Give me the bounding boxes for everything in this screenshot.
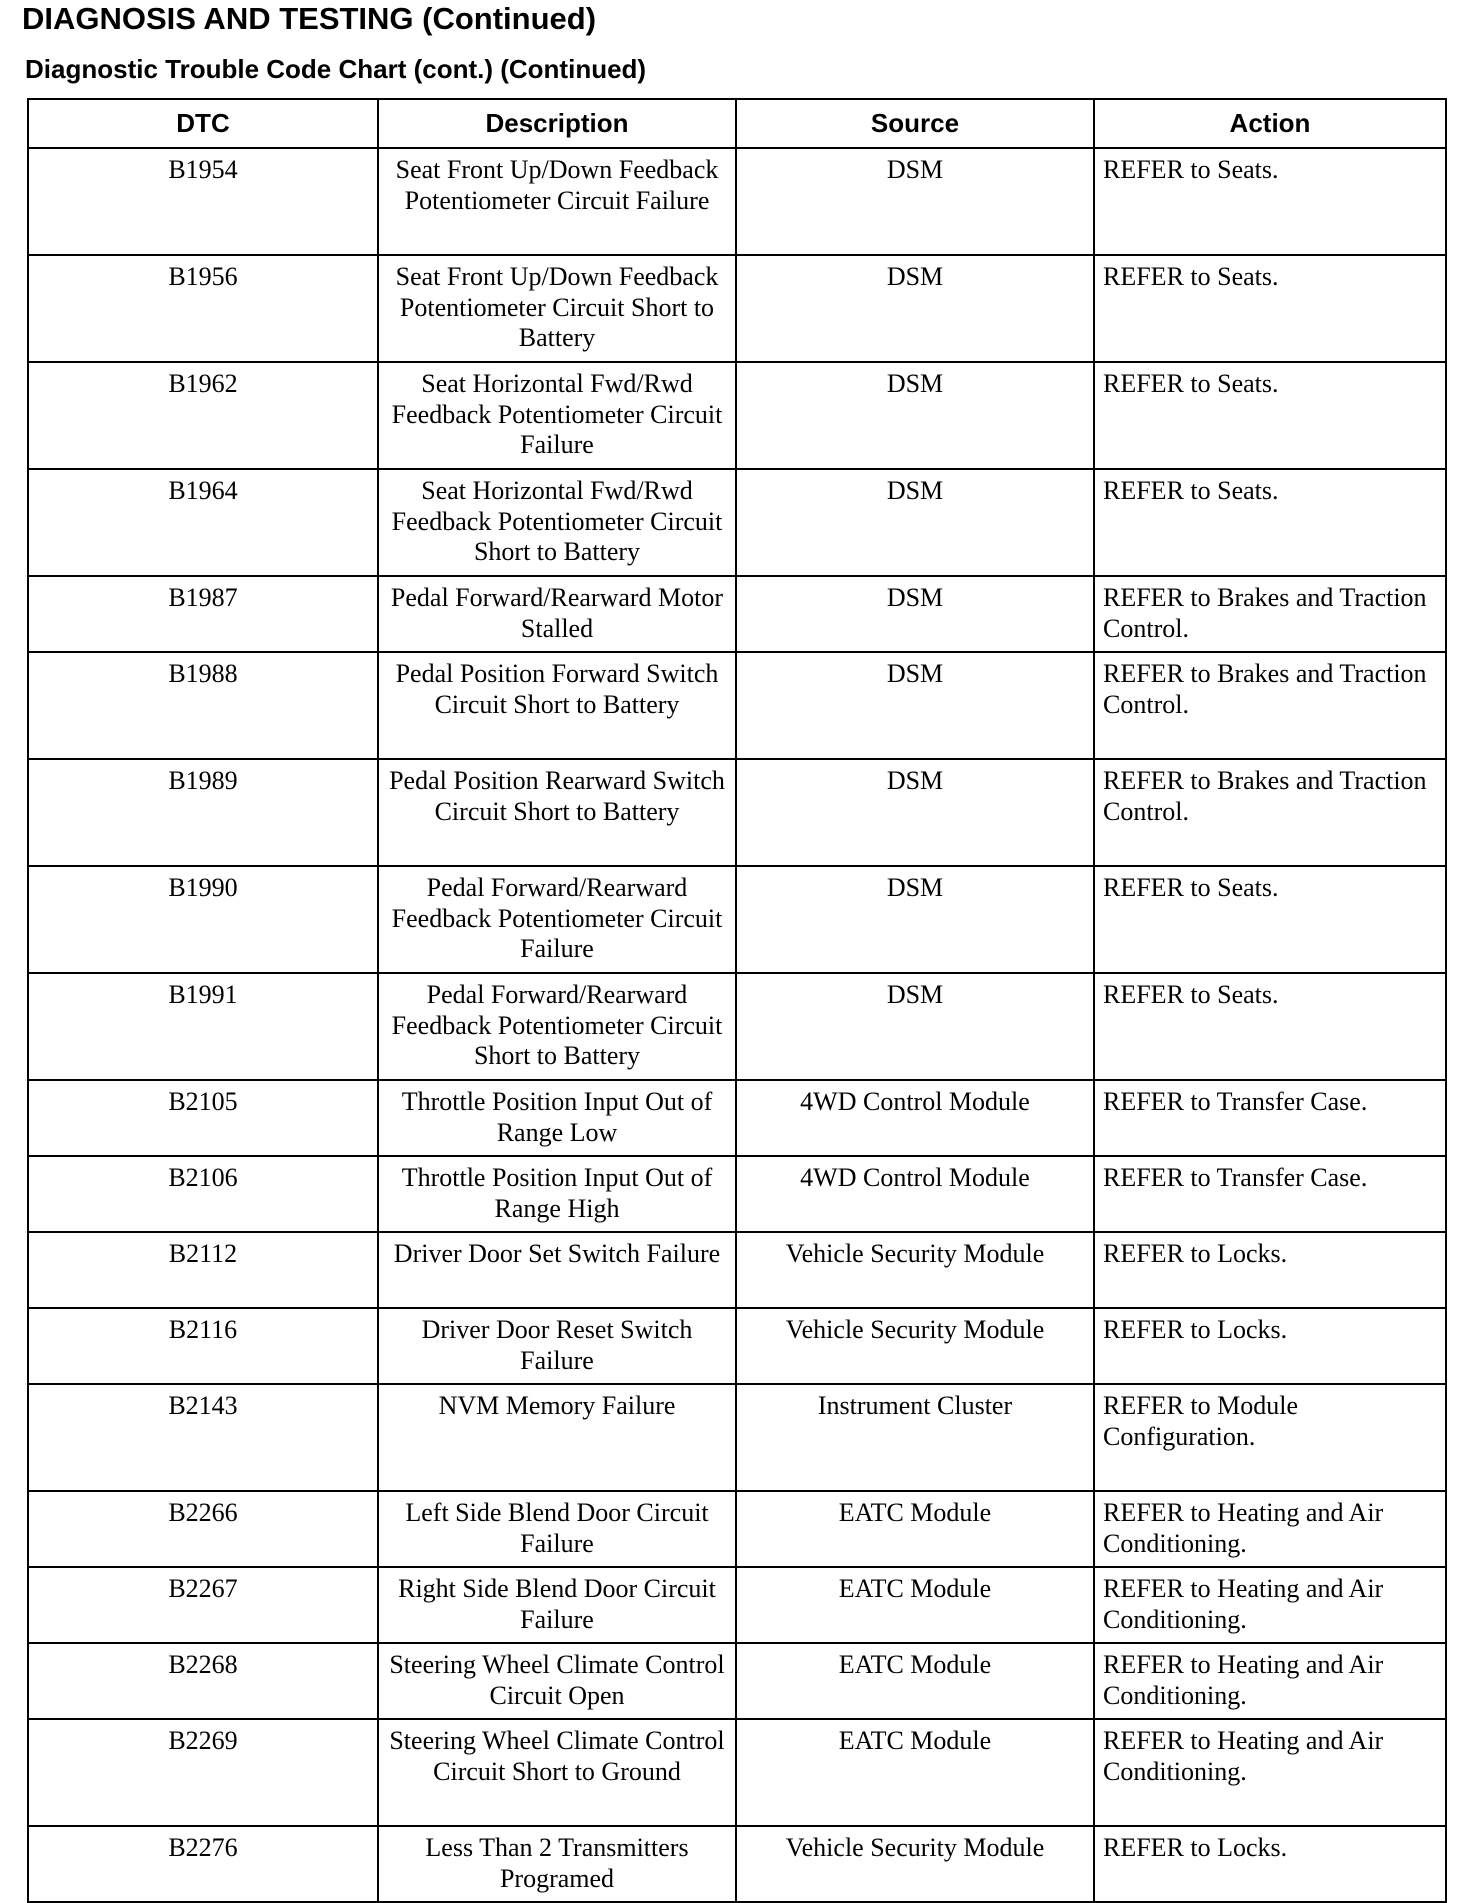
table-header-row	[28, 99, 1446, 148]
description-cell: Steering Wheel Climate Control Circuit Short to Ground	[378, 1719, 736, 1826]
action-cell: REFER to Module Configuration.	[1094, 1384, 1446, 1491]
column-header-description: Description	[378, 99, 736, 148]
table-row	[28, 1567, 1446, 1643]
table-row	[28, 255, 1446, 362]
table-row	[28, 1232, 1446, 1308]
description-cell: NVM Memory Failure	[378, 1384, 736, 1491]
action-cell: REFER to Transfer Case.	[1094, 1080, 1446, 1156]
table-row	[28, 652, 1446, 759]
source-cell: DSM	[736, 973, 1094, 1080]
table-row	[28, 1080, 1446, 1156]
table-row	[28, 469, 1446, 576]
dtc-code: B2105	[28, 1080, 378, 1156]
dtc-code: B1962	[28, 362, 378, 469]
action-cell: REFER to Heating and Air Conditioning.	[1094, 1719, 1446, 1826]
dtc-code: B2143	[28, 1384, 378, 1491]
source-cell: DSM	[736, 759, 1094, 866]
dtc-code: B1956	[28, 255, 378, 362]
description-cell: Less Than 2 Transmitters Programed	[378, 1826, 736, 1902]
source-cell: EATC Module	[736, 1491, 1094, 1567]
dtc-code: B2268	[28, 1643, 378, 1719]
dtc-code: B1989	[28, 759, 378, 866]
description-cell: Pedal Forward/Rearward Motor Stalled	[378, 576, 736, 652]
dtc-code: B1988	[28, 652, 378, 759]
source-cell: DSM	[736, 255, 1094, 362]
dtc-code: B1991	[28, 973, 378, 1080]
source-cell: Instrument Cluster	[736, 1384, 1094, 1491]
source-cell: EATC Module	[736, 1567, 1094, 1643]
description-cell: Seat Horizontal Fwd/Rwd Feedback Potentiometer Circuit Short to Battery	[378, 469, 736, 576]
dtc-code: B1964	[28, 469, 378, 576]
description-cell: Driver Door Set Switch Failure	[378, 1232, 736, 1308]
table-row	[28, 973, 1446, 1080]
description-cell: Pedal Forward/Rearward Feedback Potentiometer Circuit Short to Battery	[378, 973, 736, 1080]
action-cell: REFER to Seats.	[1094, 973, 1446, 1080]
action-cell: REFER to Seats.	[1094, 362, 1446, 469]
source-cell: 4WD Control Module	[736, 1156, 1094, 1232]
action-cell: REFER to Transfer Case.	[1094, 1156, 1446, 1232]
column-header-source: Source	[736, 99, 1094, 148]
source-cell: Vehicle Security Module	[736, 1826, 1094, 1902]
source-cell: 4WD Control Module	[736, 1080, 1094, 1156]
column-header-dtc: DTC	[28, 99, 378, 148]
source-cell: DSM	[736, 362, 1094, 469]
dtc-table	[27, 98, 1447, 1903]
table-row	[28, 759, 1446, 866]
description-cell: Seat Front Up/Down Feedback Potentiometer Circuit Failure	[378, 148, 736, 255]
table-row	[28, 1491, 1446, 1567]
description-cell: Pedal Position Rearward Switch Circuit Short to Battery	[378, 759, 736, 866]
page-title: DIAGNOSIS AND TESTING (Continued)	[22, 1, 597, 36]
source-cell: EATC Module	[736, 1643, 1094, 1719]
dtc-code: B2267	[28, 1567, 378, 1643]
dtc-code: B2276	[28, 1826, 378, 1902]
table-row	[28, 1826, 1446, 1902]
action-cell: REFER to Brakes and Traction Control.	[1094, 576, 1446, 652]
table-row	[28, 362, 1446, 469]
dtc-code: B2112	[28, 1232, 378, 1308]
description-cell: Pedal Position Forward Switch Circuit Short to Battery	[378, 652, 736, 759]
action-cell: REFER to Heating and Air Conditioning.	[1094, 1643, 1446, 1719]
action-cell: REFER to Seats.	[1094, 148, 1446, 255]
dtc-code: B2269	[28, 1719, 378, 1826]
description-cell: Seat Front Up/Down Feedback Potentiometer Circuit Short to Battery	[378, 255, 736, 362]
action-cell: REFER to Brakes and Traction Control.	[1094, 759, 1446, 866]
source-cell: EATC Module	[736, 1719, 1094, 1826]
description-cell: Throttle Position Input Out of Range Low	[378, 1080, 736, 1156]
dtc-code: B1954	[28, 148, 378, 255]
action-cell: REFER to Seats.	[1094, 255, 1446, 362]
table-row	[28, 1384, 1446, 1491]
description-cell: Right Side Blend Door Circuit Failure	[378, 1567, 736, 1643]
source-cell: DSM	[736, 469, 1094, 576]
table-row	[28, 1156, 1446, 1232]
source-cell: DSM	[736, 576, 1094, 652]
action-cell: REFER to Locks.	[1094, 1232, 1446, 1308]
description-cell: Pedal Forward/Rearward Feedback Potentiometer Circuit Failure	[378, 866, 736, 973]
source-cell: Vehicle Security Module	[736, 1232, 1094, 1308]
action-cell: REFER to Seats.	[1094, 469, 1446, 576]
action-cell: REFER to Brakes and Traction Control.	[1094, 652, 1446, 759]
table-row	[28, 576, 1446, 652]
table-row	[28, 148, 1446, 255]
action-cell: REFER to Seats.	[1094, 866, 1446, 973]
description-cell: Steering Wheel Climate Control Circuit Open	[378, 1643, 736, 1719]
table-row	[28, 1308, 1446, 1384]
source-cell: DSM	[736, 148, 1094, 255]
dtc-code: B2266	[28, 1491, 378, 1567]
dtc-code: B1990	[28, 866, 378, 973]
action-cell: REFER to Locks.	[1094, 1826, 1446, 1902]
description-cell: Throttle Position Input Out of Range High	[378, 1156, 736, 1232]
action-cell: REFER to Locks.	[1094, 1308, 1446, 1384]
source-cell: DSM	[736, 652, 1094, 759]
table-row	[28, 1719, 1446, 1826]
dtc-code: B1987	[28, 576, 378, 652]
source-cell: Vehicle Security Module	[736, 1308, 1094, 1384]
column-header-action: Action	[1094, 99, 1446, 148]
table-row	[28, 866, 1446, 973]
description-cell: Driver Door Reset Switch Failure	[378, 1308, 736, 1384]
source-cell: DSM	[736, 866, 1094, 973]
description-cell: Left Side Blend Door Circuit Failure	[378, 1491, 736, 1567]
dtc-code: B2116	[28, 1308, 378, 1384]
dtc-code: B2106	[28, 1156, 378, 1232]
action-cell: REFER to Heating and Air Conditioning.	[1094, 1567, 1446, 1643]
page-subtitle: Diagnostic Trouble Code Chart (cont.) (Continued)	[25, 54, 647, 84]
table-row	[28, 1643, 1446, 1719]
action-cell: REFER to Heating and Air Conditioning.	[1094, 1491, 1446, 1567]
description-cell: Seat Horizontal Fwd/Rwd Feedback Potentiometer Circuit Failure	[378, 362, 736, 469]
